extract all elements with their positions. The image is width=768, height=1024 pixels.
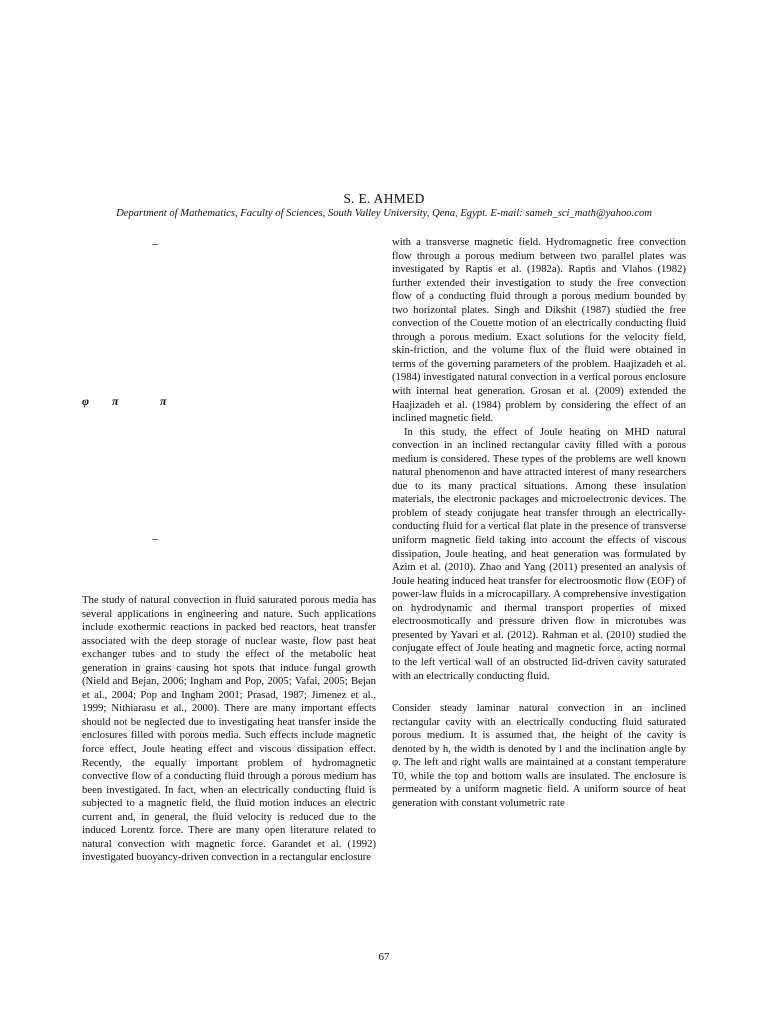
abstract-symbol-pi-2: π: [160, 394, 167, 408]
abstract-symbol-phi: φ: [82, 394, 90, 408]
author-name: S. E. AHMED: [343, 191, 425, 206]
formulation-paragraph-1: Consider steady laminar natural convection in an inclined rectangular cavity with an electrically conducting fluid saturated porous medium. It is assumed that, the height of the cavity is denoted by h, the width is denoted by l and the inclination angle by φ. The left and right walls are maintained at a constant temperature T0, while the top and bottom walls are insulated. The enclosure is permeated by a uniform magnetic field. A uniform source of heat generation with constant volumetric rate: [392, 702, 686, 809]
abstract-symbol-pi-1: π: [112, 394, 119, 408]
page-number: 67: [378, 951, 390, 963]
author-affiliation: Department of Mathematics, Faculty of Sciences, South Valley University, Qena, Egypt. E-mail: sameh_sci_math@yahoo.com: [116, 208, 652, 219]
intro-paragraph-2: with a transverse magnetic field. Hydromagnetic free convection flow through a porous medium between two parallel plates was investigated by Raptis et al. (1982a). Raptis and Vlahos (1982) further extended their investigation to study the free convection flow of a conducting fluid through a porous medium bounded by two horizontal plates. Singh and Dikshit (1987) studied the free convection of the Couette motion of an electrically conducting fluid through a porous medium. Exact solutions for the velocity field, skin-friction, and the volume flux of the fluid were obtained in terms of the governing parameters of the problem. Haajizadeh et al. (1984) investigated natural convection in a vertical porous enclosure with internal heat generation. Grosan et al. (2009) extended the Haajizadeh et al. (1984) problem by considering the effect of an inclined magnetic field.: [392, 236, 686, 425]
intro-paragraph-1: The study of natural convection in fluid saturated porous media has several applications in engineering and nature. Such applications include exothermic reactions in packed bed reactors, heat transfer associated with the deep storage of nuclear waste, flow past heat exchanger tubes and to study the effect of the metabolic heat generation in grains causing hot spots that induce fungal growth (Nield and Bejan, 2006; Ingham and Pop, 2005; Vafai, 2005; Bejan et al., 2004; Pop and Ingham 2001; Prasad, 1987; Jimenez et al., 1999; Nithiarasu et al., 2000). There are many important effects should not be neglected due to investigating heat transfer inside the enclosures filled with porous media. Such effects include magnetic force effect, Joule heating effect and viscous dissipation effect. Recently, the equally important problem of hydromagnetic convective flow of a conducting fluid through a porous medium has been investigated. In fact, when an electrically conducting fluid is subjected to a magnetic field, the fluid motion induces an electric current and, in general, the fluid velocity is reduced due to the induced Lorentz force. There are many open literature related to natural convection with magnetic force. Garandet et al. (1992) investigated buoyancy-driven convection in a rectangular enclosure: [82, 594, 376, 864]
abstract-dash-top: –: [152, 236, 158, 250]
left-column: [82, 594, 376, 865]
intro-paragraph-3: In this study, the effect of Joule heating on MHD natural convection in an inclined rectangular cavity filled with a porous medium is considered. These types of the problems are well known natural phenomenon and have attracted interest of many researchers due to its many practical situations. Among these insulation materials, the electronic packages and microelectronic devices. The problem of steady conjugate heat transfer through an electrically-conducting fluid for a vertical flat plate in the presence of transverse uniform magnetic field taking into account the effects of viscous dissipation, Joule heating, and heat generation was formulated by Azim et al. (2010). Zhao and Yang (2011) presented an analysis of Joule heating induced heat transfer for electroosmotic flow (EOF) of power-law fluids in a microcapillary. A comprehensive investigation on hydrodynamic and thermal transport properties of mixed electroosmotically and pressure driven flow in microtubes was presented by Yavari et al. (2012). Rahman et al. (2010) studied the conjugate effect of Joule heating and magnetic force, acting normal to the left vertical wall of an obstructed lid-driven cavity saturated with an electrically conducting fluid.: [392, 425, 686, 682]
abstract-dash-bottom: –: [152, 531, 158, 545]
right-column: [392, 236, 686, 810]
